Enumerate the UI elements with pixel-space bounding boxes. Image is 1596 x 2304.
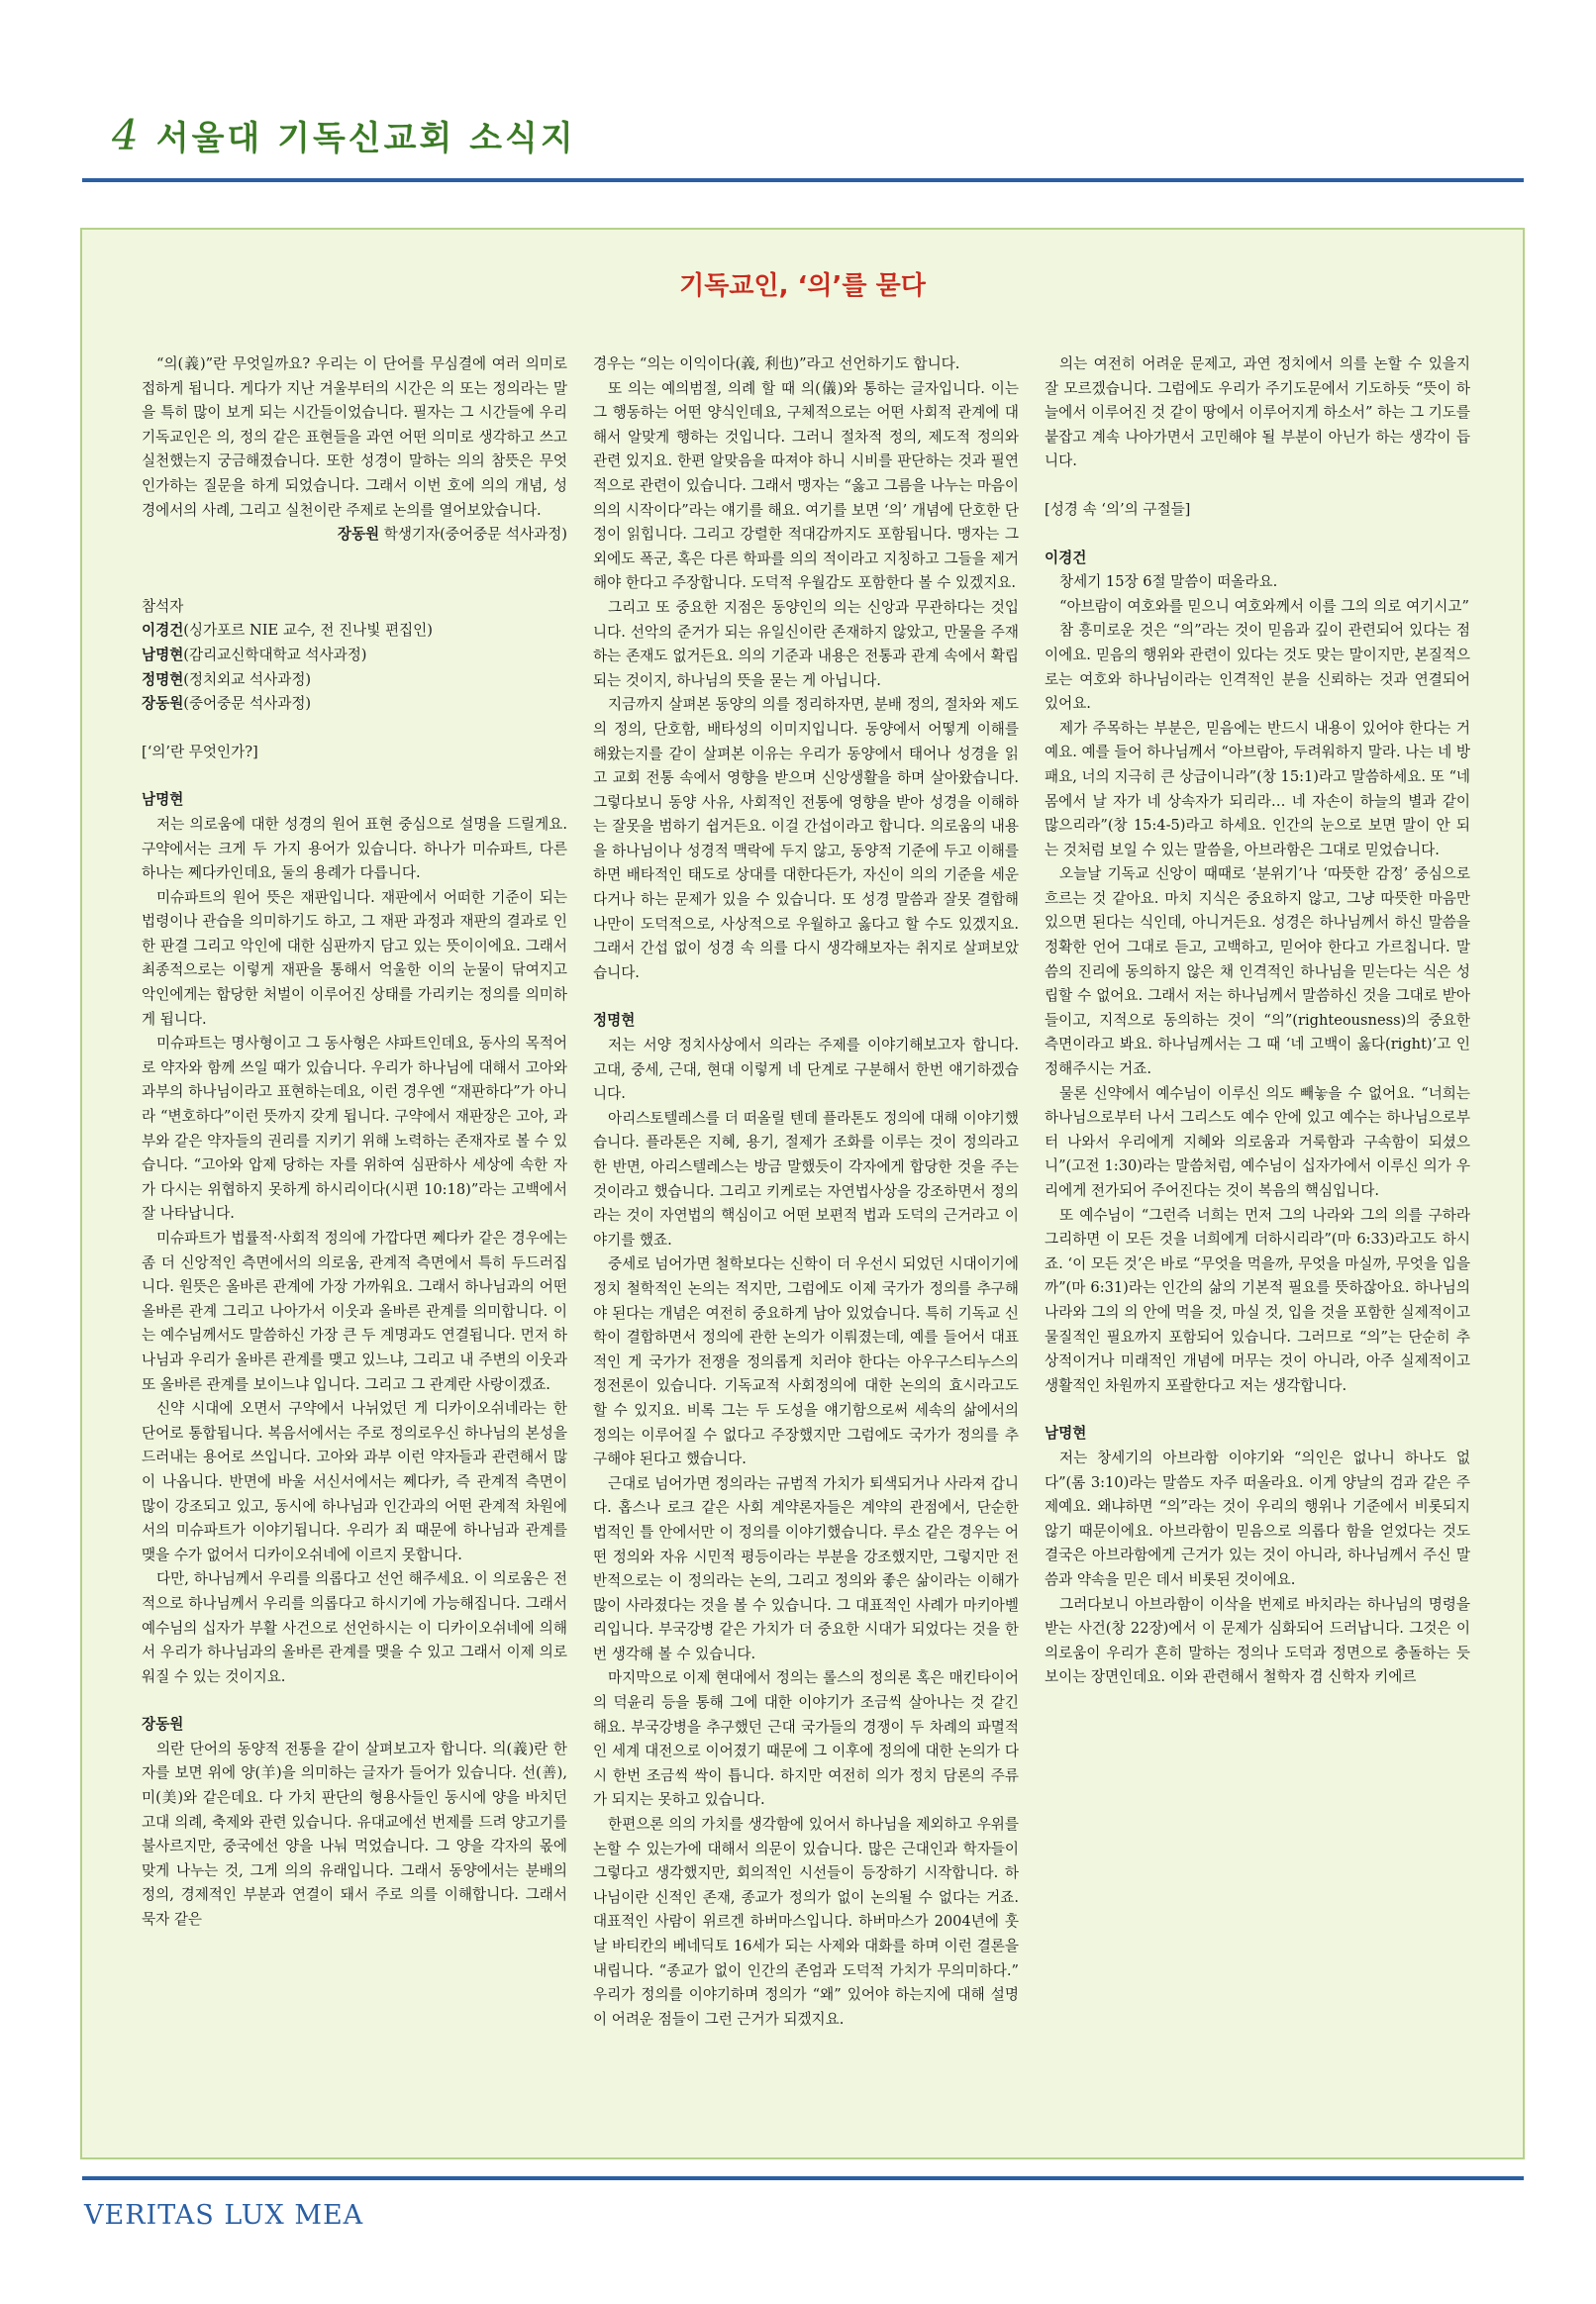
body-paragraph: 저는 서양 정치사상에서 의라는 주제를 이야기해보고자 합니다. 고대, 중세, 근대, 현대 이렇게 네 단계로 구분해서 한번 얘기하겠습니다.	[593, 1037, 1019, 1103]
body-paragraph: 지금까지 살펴본 동양의 의를 정리하자면, 분배 정의, 절차와 제도의 정의, 단호함, 배타성의 이미지입니다. 동양에서 어떻게 이해를 해왔는지를 같이 살펴본 이유는 우리가 동양에서 태어나 성경을 읽고 교회 전통 속에서 영향을 받으며 신앙생활을 하며 살아왔습니다. 그렇다보니 동양 사유, 사회적인 전통에 영향을 받아 성경을 이해하는 잘못을 범하기 쉽거든요. 이걸 간섭이라고 합니다. 의로움의 내용을 하나님이나 성경적 맥락에 두지 않고, 동양적 기준에 두고 이해를 하면 배타적인 태도로 상대를 대한다든가, 자신이 의의 기준을 세운다거나 하는 문제가 있을 수 있습니다. 또 성경 말씀과 잘못 결합해 나만이 도덕적으로, 사상적으로 우월하고 옳다고 할 수도 있겠지요. 그래서 간섭 없이 성경 속 의를 다시 생각해보자는 취지로 살펴보았습니다.	[593, 696, 1019, 981]
body-paragraph: 근대로 넘어가면 정의라는 규범적 가치가 퇴색되거나 사라져 갑니다. 홉스나 로크 같은 사회 계약론자들은 계약의 관점에서, 단순한 법적인 틀 안에서만 이 정의를 이야기했습니다. 루소 같은 경우는 어떤 정의와 자유 시민적 평등이라는 부분을 강조했지만, 그렇지만 전반적으로는 이 정의라는 논의, 그리고 정의와 좋은 삶이라는 이해가 많이 사라졌다는 것을 볼 수 있습니다. 그 대표적인 사례가 마키아벨리입니다. 부국강병 같은 가치가 더 중요한 시대가 되었다는 것을 한번 생각해 볼 수 있습니다.	[593, 1474, 1019, 1662]
body-paragraph: “아브람이 여호와를 믿으니 여호와께서 이를 그의 의로 여기시고”	[1059, 597, 1469, 615]
byline-role: 학생기자(중어중문 석사과정)	[379, 526, 567, 544]
body-paragraph: 미슈파트는 명사형이고 그 동사형은 샤파트인데요, 동사의 목적어로 약자와 함께 쓰일 때가 있습니다. 우리가 하나님에 대해서 고아와 과부의 하나님이라고 표현하는데요, 이런 경우엔 “재판하다”가 아니라 “변호하다”이런 뜻까지 갖게 됩니다. 구약에서 재판장은 고아, 과부와 같은 약자들의 권리를 지키기 위해 노력하는 존재자로 볼 수 있습니다. “고아와 압제 당하는 자를 위하여 심판하사 세상에 속한 자가 다시는 위협하지 못하게 하시리이다(시편 10:18)”라는 고백에서 잘 나타납니다.	[142, 1035, 567, 1223]
body-paragraph: 마지막으로 이제 현대에서 정의는 롤스의 정의론 혹은 매킨타이어의 덕윤리 등을 통해 그에 대한 이야기가 조금씩 살아나는 것 같긴 해요. 부국강병을 추구했던 근대 국가들의 경쟁이 두 차례의 파멸적인 세계 대전으로 이어졌기 때문에 그 이후에 정의에 대한 논의가 다시 한번 조금씩 싹이 틉니다. 하지만 여전히 의가 정치 담론의 주류가 되지는 못하고 있습니다.	[593, 1669, 1019, 1809]
body-paragraph: 창세기 15장 6절 말씀이 떠올라요.	[1059, 573, 1278, 591]
article-title: 기독교인, ‘의’를 묻다	[679, 271, 926, 301]
body-paragraph: 저는 창세기의 아브라함 이야기와 “의인은 없나니 하나도 없다”(롬 3:10)라는 말씀도 자주 떠올라요. 이게 양날의 검과 같은 주제예요. 왜냐하면 “의”라는 것이 우리의 행위나 기준에서 비롯되지 않기 때문이에요. 아브라함이 믿음으로 의롭다 함을 얻었다는 것도 결국은 아브라함에게 근거가 있는 것이 아니라, 하나님께서 주신 말씀과 약속을 믿은 데서 비롯된 것이에요.	[1045, 1449, 1470, 1588]
attendee-name: 이경건	[142, 622, 184, 640]
attendee-item	[142, 668, 567, 693]
attendee-item	[142, 619, 567, 644]
body-paragraph: 미슈파트가 법률적·사회적 정의에 가깝다면 쩨다카 같은 경우에는 좀 더 신앙적인 측면에서의 의로움, 관계적 측면에서 특히 두드러집니다. 원뜻은 올바른 관계에 가장 가까워요. 그래서 하나님과의 어떤 올바른 관계 그리고 나아가서 이웃과 올바른 관계를 의미합니다. 이는 예수님께서도 말씀하신 가장 큰 두 계명과도 연결됩니다. 먼저 하나님과 우리가 올바른 관계를 맺고 있느냐, 그리고 내 주변의 이웃과 또 올바른 관계를 보이느냐 입니다. 그리고 그 관계란 사랑이겠죠.	[142, 1230, 567, 1393]
body-paragraph: 미슈파트의 원어 뜻은 재판입니다. 재판에서 어떠한 기준이 되는 법령이나 관습을 의미하기도 하고, 그 재판 과정과 재판의 결과로 인한 판결 그리고 악인에 대한 심판까지 담고 있는 뜻이이에요. 그래서 최종적으로는 이렇게 재판을 통해서 억울한 이의 눈물이 닦여지고 악인에게는 합당한 처벌이 이루어진 상태를 가리키는 정의를 의미하게 됩니다.	[142, 888, 567, 1028]
byline-name: 장동원	[337, 526, 380, 544]
body-paragraph: 한편으론 의의 가치를 생각함에 있어서 하나님을 제외하고 우위를 논할 수 있는가에 대해서 의문이 있습니다. 많은 근대인과 학자들이 그렇다고 생각했지만, 회의적인 시선들이 등장하기 시작합니다. 하나님이란 신적인 존재, 종교가 정의가 없이 논의될 수 없다는 거죠. 대표적인 사람이 위르겐 하버마스입니다. 하버마스가 2004년에 훗날 바티칸의 베네딕토 16세가 되는 사제와 대화를 하며 이런 결론을 내립니다. “종교가 없이 인간의 존엄과 도덕적 가치가 무의미하다.” 우리가 정의를 이야기하며 정의가 “왜” 있어야 하는지에 대해 설명이 어려운 점들이 그런 근거가 되겠지요.	[593, 1816, 1020, 2028]
byline	[142, 523, 567, 548]
body-paragraph: 다만, 하나님께서 우리를 의롭다고 선언 해주세요. 이 의로움은 전적으로 하나님께서 우리를 의롭다고 하시기에 가능해집니다. 그래서 예수님의 십자가 부활 사건으로 선언하시는 이 디카이오쉬네에 의해서 우리가 하나님과의 올바른 관계를 맺을 수 있고 그래서 이제 의로워질 수 있는 것이지요.	[142, 1570, 567, 1685]
speaker-name: 남명현	[1045, 1425, 1087, 1443]
speaker-name: 정명현	[593, 1012, 636, 1030]
attendee-name: 장동원	[142, 695, 184, 713]
body-paragraph: 저는 의로움에 대한 성경의 원어 표현 중심으로 설명을 드릴게요. 구약에서는 크게 두 가지 용어가 있습니다. 하나가 미슈파트, 다른 하나는 쩨다카인데요, 둘의 용례가 다릅니다.	[142, 815, 567, 882]
speaker-name: 장동원	[142, 1716, 184, 1734]
body-paragraph: 참 흥미로운 것은 “의”라는 것이 믿음과 깊이 관련되어 있다는 점이에요. 믿음의 행위와 관련이 있다는 것도 맞는 말이지만, 본질적으로는 여호와 하나님이라는 인격적인 분을 신뢰하는 것과 연결되어 있어요.	[1045, 622, 1470, 713]
body-paragraph: 중세로 넘어가면 철학보다는 신학이 더 우선시 되었던 시대이기에 정치 철학적인 논의는 적지만, 그럼에도 이제 국가가 정의를 추구해야 된다는 개념은 여전히 중요하게 남아 있었습니다. 특히 기독교 신학이 결합하면서 정의에 관한 논의가 이뤄졌는데, 예를 들어서 대표적인 게 국가가 전쟁을 정의롭게 치러야 한다는 아우구스티누스의 정전론이 있습니다. 기독교적 사회정의에 대한 논의의 효시라고도 할 수 있지요. 비록 그는 두 도성을 얘기함으로써 세속의 삶에서의 정의는 이루어질 수 없다고 주장했지만 그럼에도 국가가 정의를 추구해야 된다고 했습니다.	[593, 1255, 1019, 1468]
column-3	[1045, 352, 1470, 1690]
section-heading: [‘의’란 무엇인가?]	[142, 743, 258, 760]
footer-rule	[82, 2176, 1524, 2180]
publication-title: 서울대 기독신교회 소식지	[155, 119, 576, 158]
attendee-desc: (감리교신학대학교 석사과정)	[183, 646, 367, 663]
footer-motto: VERITAS LUX MEA	[84, 2200, 364, 2231]
attendee-name: 남명현	[142, 646, 184, 663]
body-paragraph: 경우는 “의는 이익이다(義, 利也)”라고 선언하기도 합니다.	[593, 355, 960, 372]
page-number: 4	[112, 111, 139, 159]
attendee-desc: (정치외교 석사과정)	[183, 670, 312, 688]
header-rule	[82, 178, 1524, 182]
body-paragraph: 그리고 또 중요한 지점은 동양인의 의는 신앙과 무관하다는 것입니다. 선악의 준거가 되는 유일신이란 존재하지 않았고, 만물을 주재하는 존재도 없거든요. 의의 기준과 내용은 전통과 관계 속에서 확립되는 것이지, 하나님의 뜻을 묻는 게 아닙니다.	[593, 598, 1019, 689]
body-paragraph: 또 의는 예의범절, 의례 할 때 의(儀)와 통하는 글자입니다. 이는 그 행동하는 어떤 양식인데요, 구체적으로는 어떤 사회적 관계에 대해서 알맞게 행하는 것입니다. 그러니 절차적 정의, 제도적 정의와 관련 있지요. 한편 알맞음을 따져야 하니 시비를 판단하는 것과 필연적으로 관련이 있습니다. 그래서 맹자는 “옳고 그름을 나누는 마음이 의의 시작이다”라는 얘기를 해요. 여기를 보면 ‘의’ 개념에 단호한 단정이 읽힙니다. 그리고 강렬한 적대감까지도 포함됩니다. 맹자는 그 외에도 폭군, 혹은 다른 학파를 의의 적이라고 지칭하고 그들을 제거해야 한다고 주장합니다. 도덕적 우월감도 포함한다 볼 수 있겠지요.	[593, 379, 1019, 592]
body-paragraph: 신약 시대에 오면서 구약에서 나뉘었던 게 디카이오쉬네라는 한 단어로 통합됩니다. 복음서에서는 주로 정의로우신 하나님의 본성을 드러내는 용어로 쓰입니다. 고아와 과부 이런 약자들과 관련해서 많이 나옵니다. 반면에 바울 서신서에서는 쩨다카, 즉 관계적 측면이 많이 강조되고 있고, 동시에 하나님과 인간과의 어떤 관계적 차원에서의 미슈파트가 이야기됩니다. 우리가 죄 때문에 하나님과 관계를 맺을 수가 없어서 디카이오쉬네에 이르지 못합니다.	[142, 1400, 567, 1563]
body-paragraph: 물론 신약에서 예수님이 이루신 의도 빼놓을 수 없어요. “너희는 하나님으로부터 나서 그리스도 예수 안에 있고 예수는 하나님으로부터 나와서 우리에게 지혜와 의로움과 거룩함과 구속함이 되셨으니”(고전 1:30)라는 말씀처럼, 예수님이 십자가에서 이루신 의가 우리에게 전가되어 주어진다는 것이 복음의 핵심입니다.	[1045, 1084, 1470, 1199]
body-paragraph: 그러다보니 아브라함이 이삭을 번제로 바치라는 하나님의 명령을 받는 사건(창 22장)에서 이 문제가 심화되어 드러납니다. 그것은 이 의로움이 우리가 흔히 말하는 정의나 도덕과 정면으로 충돌하는 듯 보이는 장면인데요. 이와 관련해서 철학자 겸 신학자 키에르	[1045, 1595, 1470, 1686]
body-paragraph: 제가 주목하는 부분은, 믿음에는 반드시 내용이 있어야 한다는 거예요. 예를 들어 하나님께서 “아브람아, 두려워하지 말라. 나는 네 방패요, 너의 지극히 큰 상급이니라”(창 15:1)라고 말씀하세요. 또 “네 몸에서 날 자가 네 상속자가 되리라… 네 자손이 하늘의 별과 같이 많으리라”(창 15:4-5)라고 하세요. 인간의 눈으로 보면 말이 안 되는 것처럼 보일 수 있는 말씀을, 아브라함은 그대로 믿었습니다.	[1045, 719, 1470, 858]
attendee-desc: (중어중문 석사과정)	[183, 695, 312, 713]
attendee-item	[142, 692, 567, 717]
intro-paragraph: “의(義)”란 무엇일까요? 우리는 이 단어를 무심결에 여러 의미로 접하게 됩니다. 게다가 지난 겨울부터의 시간은 의 또는 정의라는 말을 특히 많이 보게 되는 시간들이었습니다. 필자는 그 시간들에 우리 기독교인은 의, 정의 같은 표현들을 과연 어떤 의미로 생각하고 쓰고 실천했는지 궁금해졌습니다. 또한 성경이 말하는 의의 참뜻은 무엇인가하는 질문을 하게 되었습니다. 그래서 이번 호에 의의 개념, 성경에서의 사례, 그리고 실천이란 주제로 논의를 열어보았습니다.	[142, 355, 567, 519]
column-1	[142, 352, 567, 1933]
body-paragraph: 오늘날 기독교 신앙이 때때로 ‘분위기’나 ‘따뜻한 감정’ 중심으로 흐르는 것 같아요. 마치 지식은 중요하지 않고, 그냥 따뜻한 마음만 있으면 된다는 식인데, 아니거든요. 성경은 하나님께서 하신 말씀을 정확한 언어 그대로 듣고, 고백하고, 믿어야 한다고 가르칩니다. 말씀의 진리에 동의하지 않은 채 인격적인 하나님을 믿는다는 식은 성립할 수 없어요. 그래서 저는 하나님께서 말씀하신 것을 그대로 받아들이고, 지적으로 동의하는 것이 “의”(righteousness)의 중요한 측면이라고 봐요. 하나님께서는 그 때 ‘네 고백이 옳다(right)’고 인정해주시는 거죠.	[1045, 865, 1470, 1078]
body-paragraph: 또 예수님이 “그런즉 너희는 먼저 그의 나라와 그의 의를 구하라 그리하면 이 모든 것을 너희에게 더하시리라”(마 6:33)라고도 하시죠. ‘이 모든 것’은 바로 “무엇을 먹을까, 무엇을 마실까, 무엇을 입을까”(마 6:31)라는 인간의 삶의 기본적 필요를 뜻하잖아요. 하나님의 나라와 그의 의 안에 먹을 것, 마실 것, 입을 것을 포함한 실제적이고 물질적인 필요까지 포함되어 있습니다. 그러므로 “의”는 단순히 추상적이거나 미래적인 개념에 머무는 것이 아니라, 아주 실제적이고 생활적인 차원까지 포괄한다고 저는 생각합니다.	[1045, 1206, 1470, 1394]
body-paragraph: 의는 여전히 어려운 문제고, 과연 정치에서 의를 논할 수 있을지 잘 모르겠습니다. 그럼에도 우리가 주기도문에서 기도하듯 “뜻이 하늘에서 이루어진 것 같이 땅에서 이루어지게 하소서” 하는 그 기도를 붙잡고 계속 나아가면서 고민해야 될 부분이 아닌가 하는 생각이 듭니다.	[1045, 355, 1470, 470]
body-paragraph: 의란 단어의 동양적 전통을 같이 살펴보고자 합니다. 의(義)란 한자를 보면 위에 양(羊)을 의미하는 글자가 들어가 있습니다. 선(善), 미(美)와 같은데요. 다 가치 판단의 형용사들인 동시에 양을 바치던 고대 의례, 축제와 관련 있습니다. 유대교에선 번제를 드려 양고기를 불사르지만, 중국에선 양을 나눠 먹었습니다. 그 양을 각자의 몫에 맞게 나누는 것, 그게 의의 유래입니다. 그래서 동양에서는 분배의 정의, 경제적인 부분과 연결이 돼서 주로 의를 이해합니다. 그래서 묵자 같은	[142, 1740, 567, 1929]
body-paragraph: 아리스토텔레스를 더 떠올릴 텐데 플라톤도 정의에 대해 이야기했습니다. 플라톤은 지혜, 용기, 절제가 조화를 이루는 것이 정의라고 한 반면, 아리스텔레스는 방금 말했듯이 각자에게 합당한 것을 주는 것이라고 했습니다. 그리고 키케로는 자연법사상을 강조하면서 정의라는 것이 자연법의 핵심이고 어떤 보편적 법과 도덕의 근거라고 이야기를 했죠.	[593, 1109, 1019, 1249]
attendee-name: 정명현	[142, 670, 184, 688]
page-header	[112, 111, 576, 160]
attendee-item	[142, 644, 567, 668]
speaker-name: 이경건	[1045, 549, 1087, 566]
attendees-label: 참석자	[142, 597, 184, 615]
column-2	[593, 352, 1019, 2032]
speaker-name: 남명현	[142, 791, 184, 809]
section-heading: [성경 속 ‘의’의 구절들]	[1045, 500, 1191, 518]
article-box	[80, 228, 1525, 2159]
attendee-desc: (싱가포르 NIE 교수, 전 진나빛 편집인)	[183, 622, 433, 640]
